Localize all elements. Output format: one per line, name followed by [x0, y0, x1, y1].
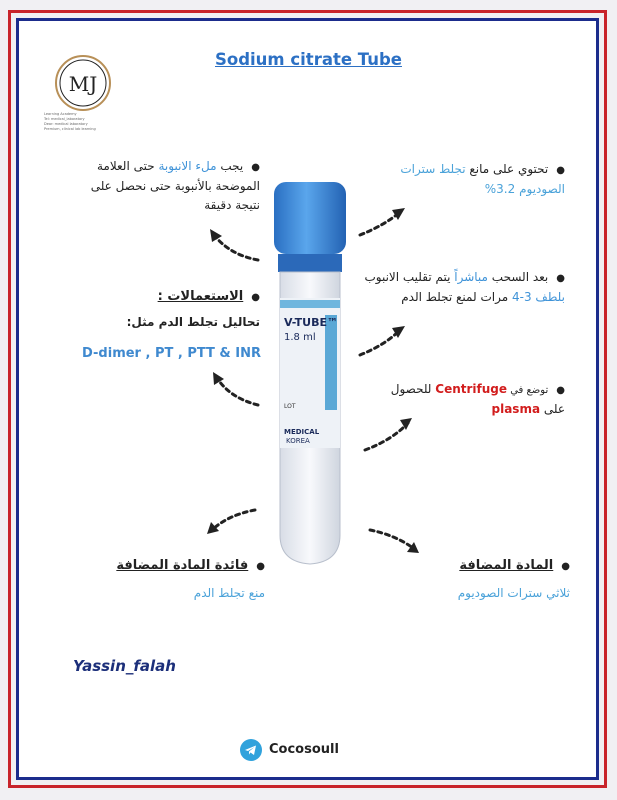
- svg-text:MJ: MJ: [68, 72, 98, 96]
- tube-brand: V-TUBE™: [284, 316, 338, 329]
- additive-benefit: ●فائدة المادة المضافة منع تجلط الدم: [116, 558, 265, 600]
- tests-list: D-dimer , PT , PTT & INR: [82, 346, 262, 361]
- anticoagulant-info: ●تحتوي على مانع تجلط سترات الصوديوم 3.2%: [400, 162, 565, 196]
- telegram-icon: [240, 739, 262, 761]
- uses-heading: الاستعمالات :: [157, 289, 244, 304]
- citrate-tube-image: [270, 180, 350, 570]
- page-title: Sodium citrate Tube: [215, 50, 402, 69]
- author-signature: Yassin_falah: [73, 657, 176, 675]
- tube-volume: 1.8 ml: [284, 332, 316, 343]
- fill-instruction: ●يجب ملء الانبوبة حتى العلامة الموضحة بالأنبوبة حتى نحصل على نتيجة دقيقة: [90, 159, 260, 212]
- mixing-info: ●بعد السحب مباشراً يتم تقليب الانبوب بلطف 3-4 مرات لمنع تجلط الدم: [364, 270, 565, 304]
- centrifuge-info: ●توضع في Centrifuge للحصول على plasma: [390, 382, 565, 416]
- uses-block: ●الاستعمالات : تحاليل تجلط الدم مثل:: [60, 287, 260, 332]
- uses-sub: تحاليل تجلط الدم مثل:: [126, 315, 260, 329]
- svg-text:KOREA: KOREA: [286, 437, 310, 445]
- svg-text:LOT: LOT: [284, 403, 296, 410]
- logo-caption: Learning Academy Tel: medical_laboratory Dear: medical laboratory Premium, clinical lab learning: [44, 112, 96, 131]
- mj-logo: [52, 52, 114, 114]
- channel-name[interactable]: Cocosoull: [269, 742, 339, 757]
- additive: ●المادة المضافة ثلاثي سترات الصوديوم: [457, 558, 570, 600]
- svg-text:MEDICAL: MEDICAL: [284, 428, 320, 436]
